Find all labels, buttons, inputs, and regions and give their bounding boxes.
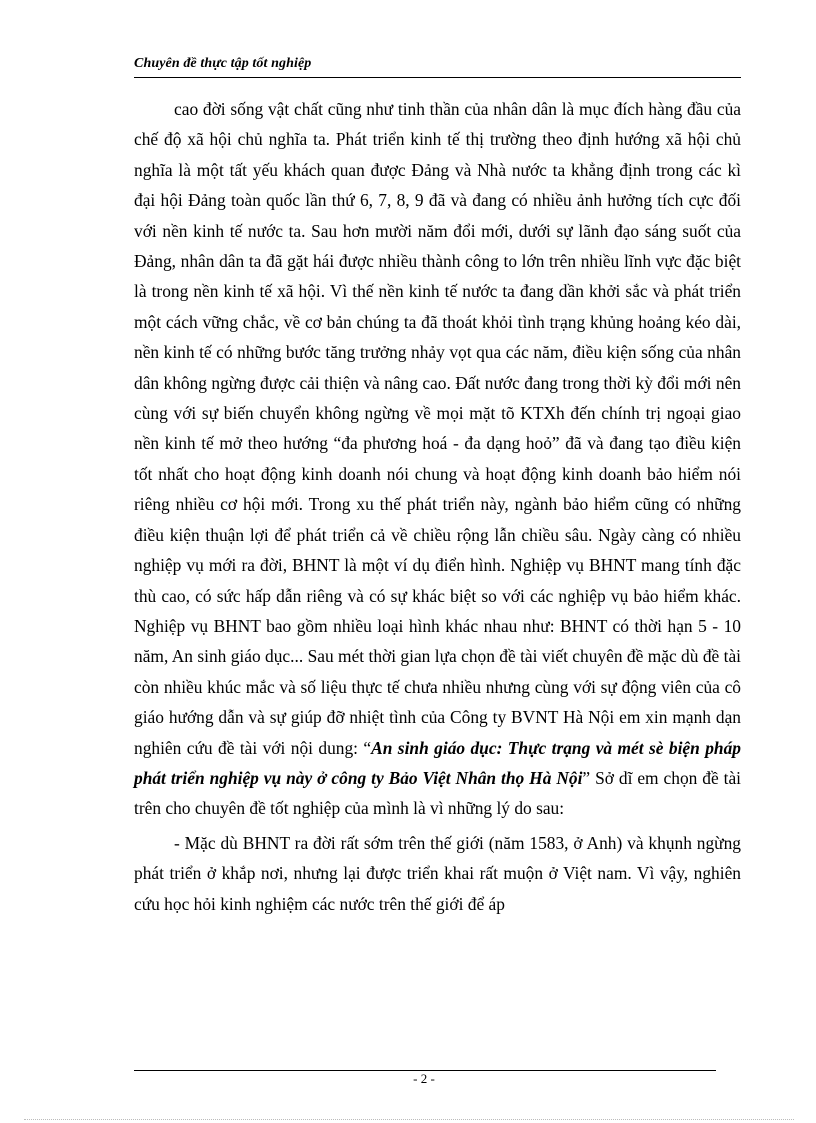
paragraph-1-text-end: ” Sở dĩ em chọn đề tài trên cho chuyên đề tốt nghiệp của mình là vì những lý do sau:: [134, 767, 741, 819]
header-divider: [134, 77, 741, 78]
running-header-title: Chuyên đề thực tập tốt nghiệp: [134, 56, 312, 71]
paragraph-2: - Mặc dù BHNT ra đời rất sớm trên thế giới (năm 1583, ở Anh) và khụnh ngừng phát triển ở khắp nơi, nhưng lại được triển khai rất muộn ở Việt nam. Vì vậy, nghiên cứu học hỏi kinh nghiệm các nước trên thế giới để áp: [134, 832, 741, 914]
body-text: [134, 94, 741, 919]
thesis-topic-emphasis: An sinh giáo dục: Thực trạng và mét sè biện pháp phát triển nghiệp vụ này ở công ty Bảo Việt Nhân thọ Hà Nội: [134, 737, 741, 788]
paragraph-1-text-start: cao đời sống vật chất cũng như tinh thần của nhân dân là mục đích hàng đầu của chế độ xã hội chủ nghĩa ta. Phát triển kinh tế thị trường theo định hướng xã hội chủ nghĩa là một tất yếu khách quan được Đảng và Nhà nước ta khẳng định trong các kì đại hội Đảng toàn quốc lần thứ 6, 7, 8, 9 đã và đang có nhiều ảnh hưởng tích cực đối với nền kinh tế nước ta. Sau hơn mười năm đổi mới, dưới sự lãnh đạo sáng suốt của Đảng, nhân dân ta đã gặt hái được nhiều thành công to lớn trên nhiều lĩnh vực đặc biệt là trong nền kinh tế xã hội. Vì thế nền kinh tế nước ta đang dần khởi sắc và phát triển một cách vững chắc, về cơ bản chúng ta đã thoát khỏi tình trạng khủng hoảng kéo dài, nền kinh tế có những bước tăng trưởng nhảy vọt qua các năm, điều kiện sống của nhân dân không ngừng được cải thiện và nâng cao. Đất nước đang trong thời kỳ đổi mới nên cùng với sự biến chuyển không ngừng về mọi mặt tõ KTXh đến chính trị ngoại giao nền kinh tế mở theo hướng “đa phương hoá - đa dạng hoỏ” đã và đang tạo điều kiện tốt nhất cho hoạt động kinh doanh nói chung và hoạt động kinh doanh bảo hiểm nói riêng nhiều cơ hội mới. Trong xu thế phát triển này, ngành bảo hiểm cũng có những điều kiện thuận lợi để phát triển cả về chiều rộng lẫn chiều sâu. Ngày càng có nhiều nghiệp vụ mới ra đời, BHNT là một ví dụ điển hình. Nghiệp vụ BHNT mang tính đặc thù cao, có sức hấp dẫn riêng và có sự khác biệt so với các nghiệp vụ bảo hiểm khác. Nghiệp vụ BHNT bao gồm nhiều loại hình khác nhau như: BHNT có thời hạn 5 - 10 năm, An sinh giáo dục... Sau mét thời gian lựa chọn đề tài viết chuyên đề mặc dù đề tài còn nhiều khúc mắc và số liệu thực tế chưa nhiều nhưng cùng với sự động viên của cô giáo hướng dẫn và sự giúp đỡ nhiệt tình của Công ty BVNT Hà Nội em xin mạnh dạn nghiên cứu đề tài với nội dung: “: [134, 99, 741, 758]
page-number: - 2 -: [413, 1071, 435, 1086]
paragraph-1: [134, 94, 741, 824]
page-break-line: [24, 1119, 794, 1120]
